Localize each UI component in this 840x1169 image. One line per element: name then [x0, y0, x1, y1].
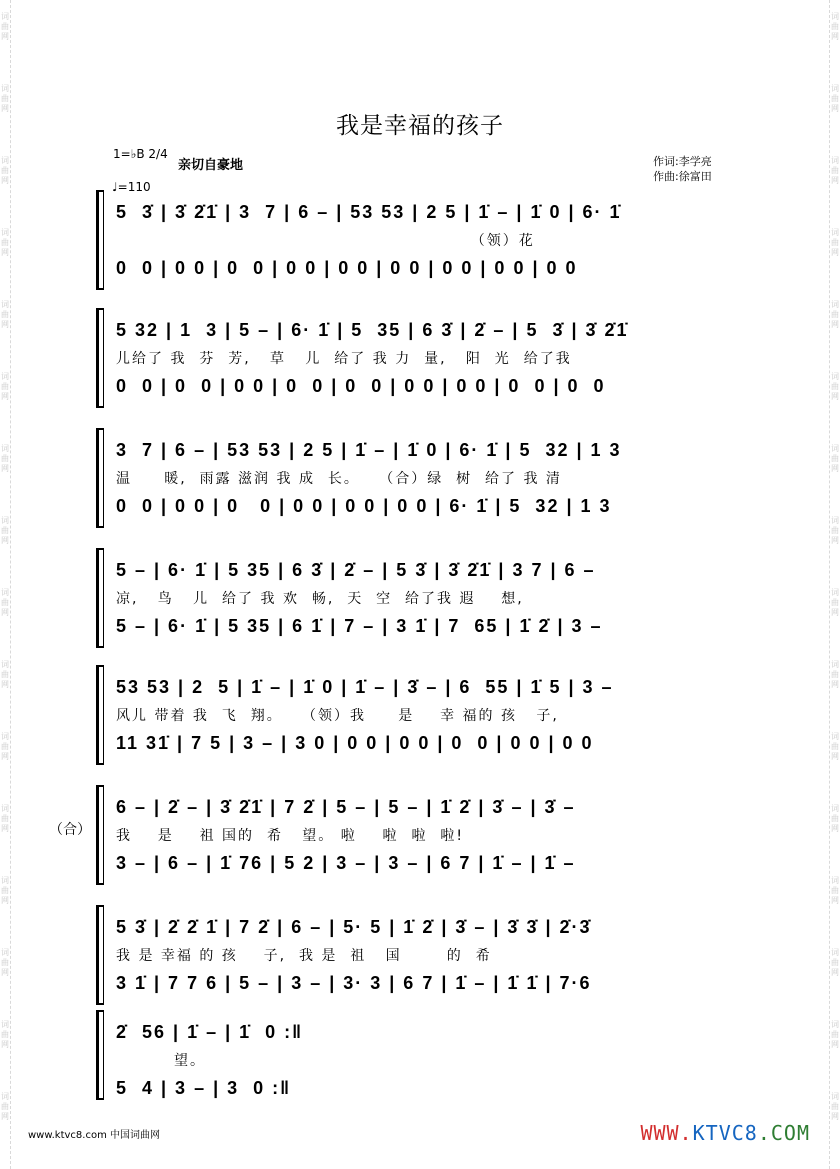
- upper-part-notes: 5 3̇ | 2̇ 2̇ 1̇ | 7 2̇ | 6 – | 5· 5 | 1̇ 2̇ | 3̇ – | 3̇ 3̇ | 2̇·3̇: [116, 917, 592, 937]
- system-line: [103, 308, 104, 408]
- watermark-text: 词曲网: [1, 588, 9, 617]
- watermark-text: 词曲网: [1, 660, 9, 689]
- system-bracket: [96, 1010, 103, 1100]
- lower-part-notes: 0 0 | 0 0 | 0 0 | 0 0 | 0 0 | 0 0 | 0 0 | 0 0 | 0 0: [116, 376, 606, 396]
- upper-part-notes: 6 – | 2̇ – | 3̇ 2̇1̇ | 7 2̇ | 5 – | 5 – | 1̇ 2̇ | 3̇ – | 3̇ –: [116, 797, 576, 817]
- lower-part-notes: 3 1̇ | 7 7 6 | 5 – | 3 – | 3· 3 | 6 7 | 1̇ – | 1̇ 1̇ | 7·6: [116, 973, 592, 993]
- score-system: [96, 905, 754, 1005]
- upper-part-notes: 5 32 | 1 3 | 5 – | 6· 1̇ | 5 35 | 6 3̇ | 2̇ – | 5 3̇ | 3̇ 2̇1̇: [116, 320, 629, 340]
- watermark-text: 词曲网: [831, 228, 839, 257]
- watermark-text: 词曲网: [831, 84, 839, 113]
- composer-credit: 作曲:徐富田: [653, 170, 712, 183]
- system-line: [103, 785, 104, 885]
- watermark-text: 词曲网: [1, 300, 9, 329]
- system-line: [103, 665, 104, 765]
- score-system: [96, 665, 754, 765]
- lyrics-line: （领）花: [116, 233, 535, 249]
- watermark-text: 词曲网: [1, 804, 9, 833]
- watermark-text: 词曲网: [1, 1092, 9, 1121]
- expression-marking: 亲切自豪地: [178, 158, 244, 173]
- watermark-text: 词曲网: [831, 660, 839, 689]
- lower-part-notes: 11 31̇ | 7 5 | 3 – | 3 0 | 0 0 | 0 0 | 0 0 | 0 0 | 0 0: [116, 733, 594, 753]
- watermark-text: 词曲网: [831, 300, 839, 329]
- watermark-text: 词曲网: [831, 12, 839, 41]
- lower-part-notes: 0 0 | 0 0 | 0 0 | 0 0 | 0 0 | 0 0 | 6· 1̇ | 5 32 | 1 3: [116, 496, 612, 516]
- lyrics-line: 风儿 带着 我 飞 翔。 （领）我 是 幸 福的 孩 子,: [116, 708, 559, 724]
- watermark-text: 词曲网: [1, 156, 9, 185]
- watermark-text: 词曲网: [1, 84, 9, 113]
- watermark-text: 词曲网: [1, 732, 9, 761]
- upper-part-notes: 3 7 | 6 – | 53 53 | 2 5 | 1̇ – | 1̇ 0 | 6· 1̇ | 5 32 | 1 3: [116, 440, 622, 460]
- lyrics-line: 望。: [116, 1053, 207, 1069]
- watermark-text: 词曲网: [831, 1092, 839, 1121]
- lower-part-notes: 5 – | 6· 1̇ | 5 35 | 6 1̇ | 7 – | 3 1̇ | 7 65 | 1̇ 2̇ | 3 –: [116, 616, 603, 636]
- credits: [653, 154, 712, 184]
- system-bracket: [96, 548, 103, 648]
- upper-part-notes: 2̇ 56 | 1̇ – | 1̇ 0 :‖: [116, 1022, 304, 1042]
- score-system: [96, 308, 754, 408]
- tempo-marking: ♩=110: [112, 180, 151, 194]
- footer-logo-prefix: WWW.: [640, 1121, 693, 1145]
- system-line: [103, 1010, 104, 1100]
- system-line: [103, 905, 104, 1005]
- score-system: [96, 548, 754, 648]
- system-bracket: [96, 785, 103, 885]
- upper-part-notes: 5 3̇ | 3̇ 2̇1̇ | 3 7 | 6 – | 53 53 | 2 5 | 1̇ – | 1̇ 0 | 6· 1̇: [116, 202, 622, 222]
- watermark-text: 词曲网: [1, 228, 9, 257]
- watermark-text: 词曲网: [1, 1020, 9, 1049]
- chorus-label: （合）: [49, 822, 91, 838]
- system-line: [103, 428, 104, 528]
- watermark-text: 词曲网: [831, 372, 839, 401]
- watermark-text: 词曲网: [831, 516, 839, 545]
- watermark-text: 词曲网: [831, 588, 839, 617]
- lower-part-notes: 0 0 | 0 0 | 0 0 | 0 0 | 0 0 | 0 0 | 0 0 | 0 0 | 0 0: [116, 258, 578, 278]
- watermark-text: 词曲网: [1, 876, 9, 905]
- system-bracket: [96, 428, 103, 528]
- footer-logo-suffix: .COM: [757, 1121, 810, 1145]
- lyrics-line: 凉, 鸟 儿 给了 我 欢 畅, 天 空 给了我 遐 想,: [116, 591, 524, 607]
- song-title: 我是幸福的孩子: [336, 113, 504, 139]
- lower-part-notes: 3 – | 6 – | 1̇ 76 | 5 2 | 3 – | 3 – | 6 7 | 1̇ – | 1̇ –: [116, 853, 576, 873]
- lyrics-line: 我 是 祖 国的 希 望。 啦 啦 啦 啦!: [116, 828, 464, 844]
- lyricist-credit: 作词:李学亮: [653, 155, 712, 168]
- key-signature: 1=♭B 2/4: [113, 147, 168, 161]
- upper-part-notes: 53 53 | 2 5 | 1̇ – | 1̇ 0 | 1̇ – | 3̇ – | 6 55 | 1̇ 5 | 3 –: [116, 677, 614, 697]
- score-system: [96, 190, 754, 290]
- system-line: [103, 190, 104, 290]
- score-system: [96, 785, 754, 885]
- lyrics-line: 儿给了 我 芬 芳, 草 儿 给了 我 力 量, 阳 光 给了我: [116, 351, 572, 367]
- system-bracket: [96, 308, 103, 408]
- system-bracket: [96, 665, 103, 765]
- watermark-text: 词曲网: [1, 444, 9, 473]
- footer-site-text: www.ktvc8.com 中国词曲网: [28, 1130, 161, 1141]
- score-system: [96, 1010, 754, 1100]
- system-line: [103, 548, 104, 648]
- upper-part-notes: 5 – | 6· 1̇ | 5 35 | 6 3̇ | 2̇ – | 5 3̇ | 3̇ 2̇1̇ | 3 7 | 6 –: [116, 560, 596, 580]
- watermark-text: 词曲网: [831, 876, 839, 905]
- lower-part-notes: 5 4 | 3 – | 3 0 :‖: [116, 1078, 292, 1098]
- system-bracket: [96, 905, 103, 1005]
- watermark-text: 词曲网: [1, 948, 9, 977]
- lyrics-line: 我 是 幸福 的 孩 子, 我 是 祖 国 的 希: [116, 948, 492, 964]
- score-system: [96, 428, 754, 528]
- watermark-text: 词曲网: [831, 732, 839, 761]
- watermark-text: 词曲网: [831, 804, 839, 833]
- lyrics-line: 温 暖, 雨露 滋润 我 成 长。 （合）绿 树 给了 我 清: [116, 471, 562, 487]
- watermark-text: 词曲网: [1, 12, 9, 41]
- watermark-text: 词曲网: [831, 444, 839, 473]
- footer-logo-main: KTVC8: [692, 1121, 758, 1145]
- footer-logo: [640, 1121, 810, 1145]
- watermark-text: 词曲网: [831, 156, 839, 185]
- system-bracket: [96, 190, 103, 290]
- watermark-text: 词曲网: [831, 948, 839, 977]
- watermark-text: 词曲网: [1, 372, 9, 401]
- watermark-text: 词曲网: [1, 516, 9, 545]
- watermark-text: 词曲网: [831, 1020, 839, 1049]
